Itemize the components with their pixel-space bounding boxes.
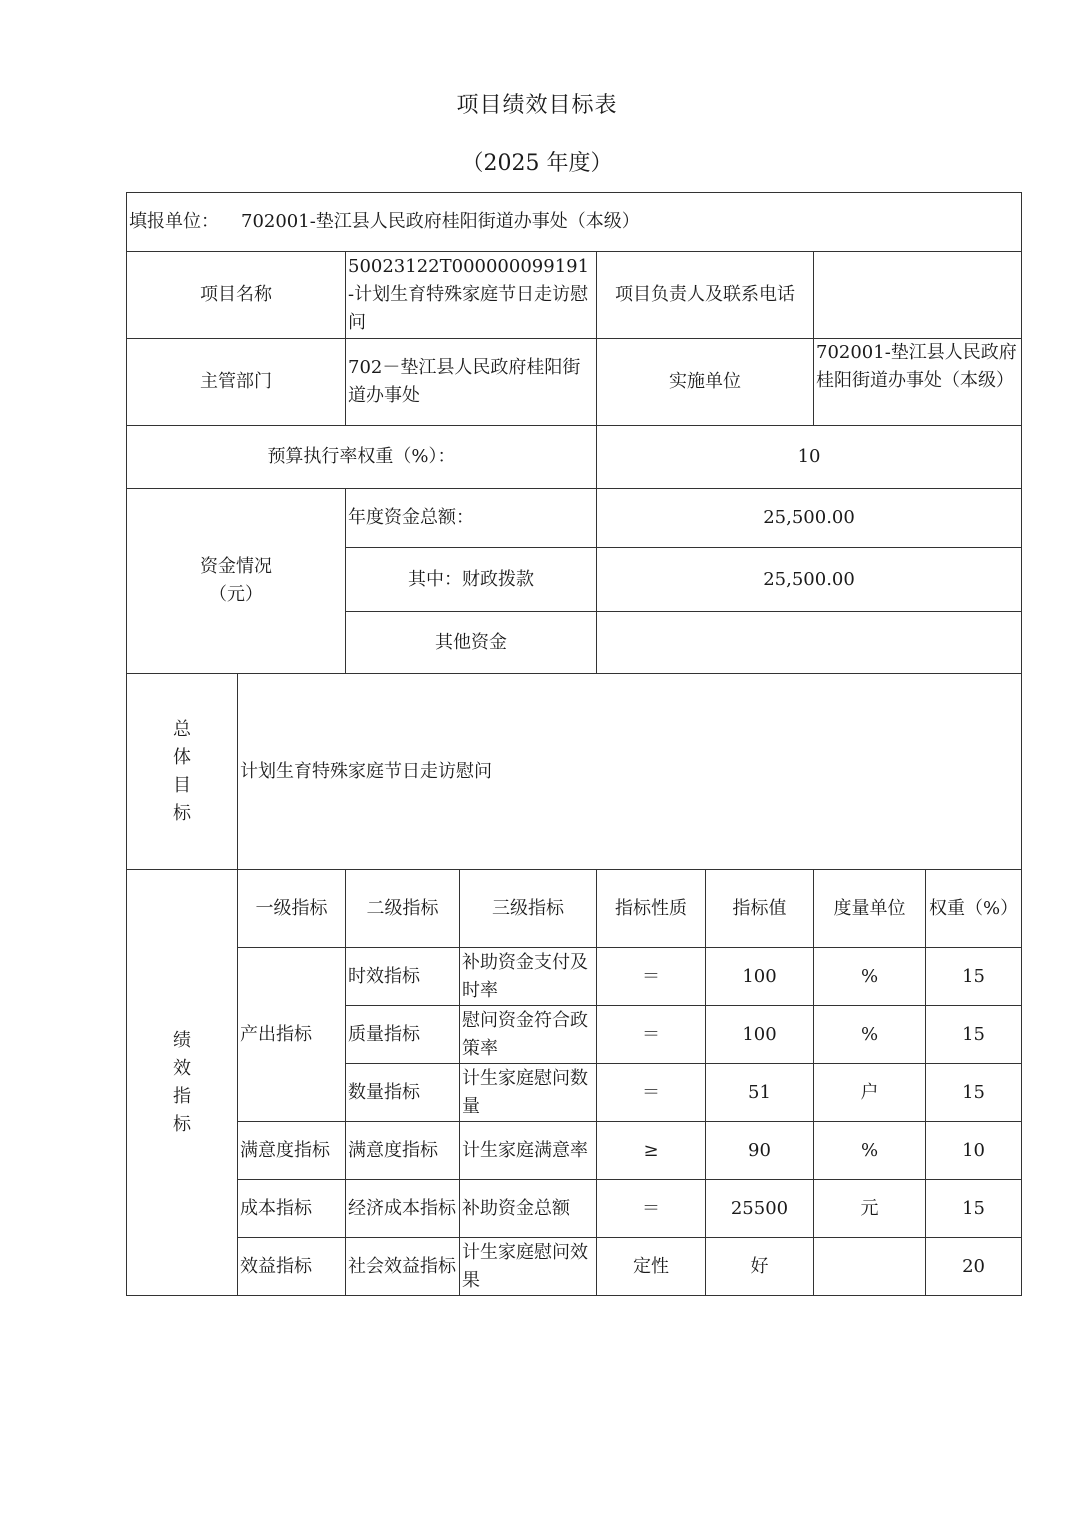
unit-cell [814,1238,926,1296]
unit-cell: % [814,948,926,1006]
budget-weight-label: 预算执行率权重（%）： [127,426,597,489]
header-weight: 权重（%） [926,870,1022,948]
level2-cell: 社会效益指标 [346,1238,460,1296]
unit-cell: 元 [814,1180,926,1238]
weight-cell: 15 [926,1180,1022,1238]
level2-cell: 质量指标 [346,1006,460,1064]
level1-cell: 效益指标 [238,1238,346,1296]
header-unit: 度量单位 [814,870,926,948]
level3-cell: 计生家庭慰问效果 [460,1238,597,1296]
funds-label-line1: 资金情况 [200,556,272,577]
weight-cell: 20 [926,1238,1022,1296]
header-level2: 二级指标 [346,870,460,948]
header-level3: 三级指标 [460,870,597,948]
project-leader-value [814,252,1022,339]
funds-label [127,489,346,674]
nature-cell: ＝ [597,948,706,1006]
project-name-value: 50023122T000000099191-计划生育特殊家庭节日走访慰问 [346,252,597,339]
header-level1: 一级指标 [238,870,346,948]
level2-cell: 数量指标 [346,1064,460,1122]
weight-cell: 15 [926,1064,1022,1122]
impl-unit-value: 702001-垫江县人民政府桂阳街道办事处（本级） [814,339,1022,426]
project-leader-label: 项目负责人及联系电话 [597,252,814,339]
value-cell: 25500 [706,1180,814,1238]
level3-cell: 补助资金支付及时率 [460,948,597,1006]
dept-label: 主管部门 [127,339,346,426]
level3-cell: 计生家庭慰问数量 [460,1064,597,1122]
header-value: 指标值 [706,870,814,948]
other-funds-value [597,612,1022,674]
unit-cell: % [814,1006,926,1064]
level2-cell: 时效指标 [346,948,460,1006]
page-year: （2025 年度） [461,151,613,176]
overall-goal-label: 总 体 目 标 [127,674,238,870]
fill-unit-value: 702001-垫江县人民政府桂阳街道办事处（本级） [241,211,640,232]
level3-cell: 补助资金总额 [460,1180,597,1238]
performance-indicator-label: 绩 效 指 标 [127,870,238,1296]
table-row [127,1180,1022,1238]
value-cell: 好 [706,1238,814,1296]
nature-cell: ＝ [597,1064,706,1122]
unit-cell: % [814,1122,926,1180]
level1-cell: 成本指标 [238,1180,346,1238]
weight-cell: 15 [926,948,1022,1006]
table-row [127,1238,1022,1296]
table-row [127,948,1022,1006]
annual-total-label: 年度资金总额： [346,489,597,548]
fiscal-label: 其中：财政拨款 [346,548,597,612]
nature-cell: ＝ [597,1006,706,1064]
nature-cell: 定性 [597,1238,706,1296]
weight-cell: 10 [926,1122,1022,1180]
table-row [127,1122,1022,1180]
overall-goal-value: 计划生育特殊家庭节日走访慰问 [238,674,1022,870]
value-cell: 51 [706,1064,814,1122]
budget-weight-value: 10 [597,426,1022,489]
fill-unit-label: 填报单位： [129,211,219,232]
impl-unit-label: 实施单位 [597,339,814,426]
value-cell: 100 [706,1006,814,1064]
dept-value: 702－垫江县人民政府桂阳街道办事处 [346,339,597,426]
performance-target-table [126,192,1022,1296]
nature-cell: ≥ [597,1122,706,1180]
weight-cell: 15 [926,1006,1022,1064]
nature-cell: ＝ [597,1180,706,1238]
value-cell: 90 [706,1122,814,1180]
funds-label-line2: （元） [209,584,263,605]
fill-unit-cell [127,193,1022,252]
level2-cell: 满意度指标 [346,1122,460,1180]
level3-cell: 计生家庭满意率 [460,1122,597,1180]
level1-cell: 产出指标 [238,948,346,1122]
annual-total-value: 25,500.00 [597,489,1022,548]
unit-cell: 户 [814,1064,926,1122]
level3-cell: 慰问资金符合政策率 [460,1006,597,1064]
level1-cell: 满意度指标 [238,1122,346,1180]
other-funds-label: 其他资金 [346,612,597,674]
page-title: 项目绩效目标表 [456,93,618,118]
header-nature: 指标性质 [597,870,706,948]
project-name-label: 项目名称 [127,252,346,339]
level2-cell: 经济成本指标 [346,1180,460,1238]
fiscal-value: 25,500.00 [597,548,1022,612]
value-cell: 100 [706,948,814,1006]
